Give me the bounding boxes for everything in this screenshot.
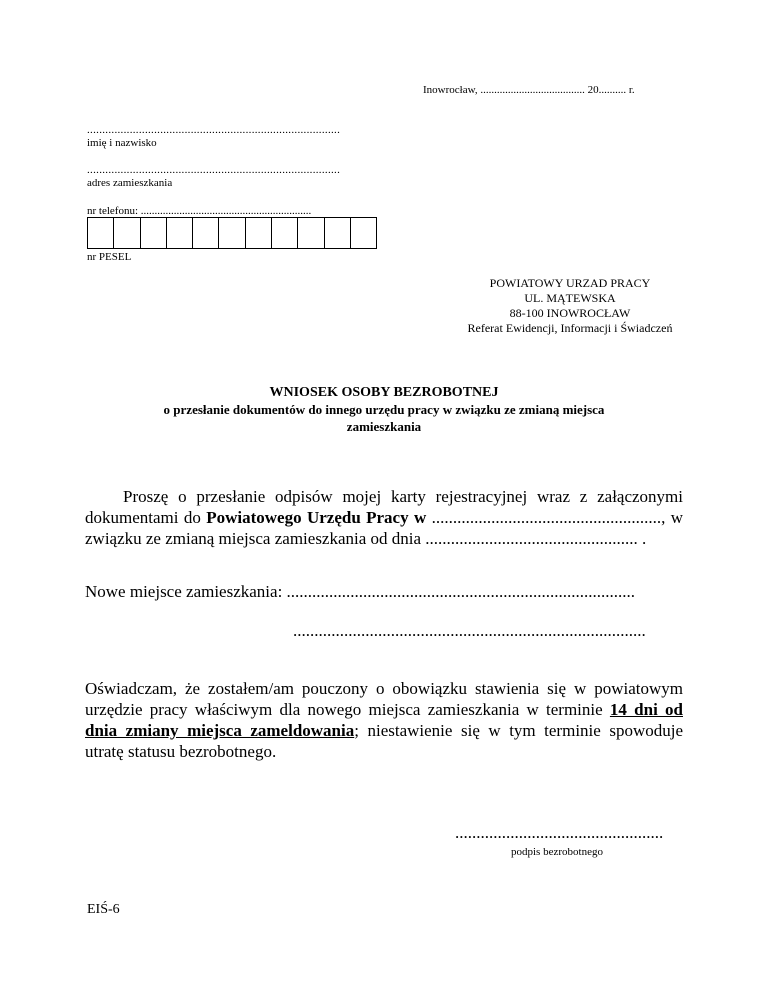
- statement-text-b: ; niestawienie się w tym terminie spowoduje utratę statusu bezrobotnego.: [85, 721, 683, 761]
- statement-text-a: Oświadczam, że zostałem/am pouczony o obowiązku stawienia się w powiatowym urzędzie pracy właściwym dla nowego miejsca zamieszkania w terminie: [85, 679, 683, 719]
- request-paragraph: [85, 486, 683, 549]
- pesel-cell: [114, 218, 140, 248]
- request-office-bold: Powiatowego Urzędu Pracy w: [206, 508, 427, 527]
- pesel-cell: [141, 218, 167, 248]
- document-title: [85, 385, 683, 435]
- place-date-line: Inowrocław, ...................................... 20.......... r.: [423, 84, 635, 96]
- address-dots: ...................................................................................: [87, 164, 341, 176]
- pesel-cell: [325, 218, 351, 248]
- statement-deadline: 14 dni od dnia zmiany miejsca zameldowania: [85, 700, 683, 740]
- phone-line: nr telefonu: ..............................................................: [87, 205, 312, 217]
- office-department: Referat Ewidencji, Informacji i Świadczeń: [467, 321, 673, 335]
- name-dots: ...................................................................................: [87, 124, 341, 136]
- signature-dots: .................................................: [455, 823, 664, 842]
- request-text-b: ......................................................, w związku ze zmianą miejsca zamieszkania od dnia .................................................. .: [85, 508, 684, 548]
- form-code: EIŚ-6: [87, 902, 120, 917]
- pesel-label: nr PESEL: [87, 251, 132, 263]
- signature-label: podpis bezrobotnego: [511, 846, 603, 858]
- name-label: imię i nazwisko: [87, 137, 157, 149]
- title-main: WNIOSEK OSOBY BEZROBOTNEJ: [269, 385, 499, 400]
- office-city: 88-100 INOWROCŁAW: [509, 306, 631, 320]
- pesel-cell: [351, 218, 377, 248]
- pesel-cell: [246, 218, 272, 248]
- office-address: [440, 276, 700, 336]
- pesel-cell: [272, 218, 298, 248]
- pesel-cell: [88, 218, 114, 248]
- new-address-line: Nowe miejsce zamieszkania: ..................................................................................: [85, 582, 636, 601]
- address-label: adres zamieszkania: [87, 177, 173, 189]
- office-street: UL. MĄTEWSKA: [524, 291, 616, 305]
- pesel-cell: [219, 218, 245, 248]
- title-subtitle: o przesłanie dokumentów do innego urzędu pracy w związku ze zmianą miejsca zamieszkania: [163, 402, 605, 434]
- statement-paragraph: [85, 678, 683, 762]
- new-address-second-line: ...................................................................................: [293, 621, 646, 640]
- request-text-a: Proszę o przesłanie odpisów mojej karty rejestracyjnej wraz z załączonymi dokumentami do: [85, 487, 683, 527]
- pesel-grid: [87, 217, 377, 249]
- office-name: POWIATOWY URZAD PRACY: [489, 276, 651, 290]
- pesel-cell: [193, 218, 219, 248]
- pesel-cell: [167, 218, 193, 248]
- pesel-cell: [298, 218, 324, 248]
